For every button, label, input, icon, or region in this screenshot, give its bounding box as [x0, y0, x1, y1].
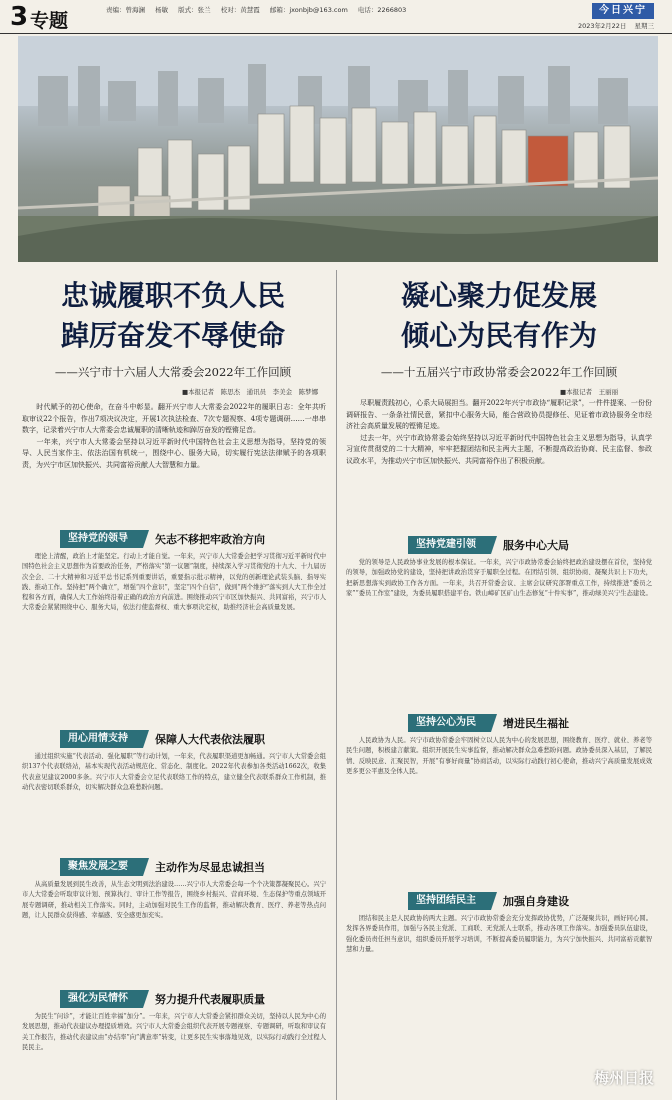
section-tag: 坚持团结民主	[408, 892, 488, 910]
section-title: 服务中心大局	[503, 539, 569, 552]
editorial-credits	[106, 5, 414, 14]
left-headline-line1: 忠诚履职不负人民	[60, 279, 285, 312]
right-section-1-banner	[408, 536, 569, 554]
city-aerial-photo	[18, 36, 658, 262]
right-headline	[344, 276, 654, 356]
right-lead: 尽职履责践初心，心系大局展担当。翻开2022年兴宁市政协“履职记录”，一件件提案、一份份调研报告、一条条社情民意，紧扣中心服务大局，能合营政协员提修任、见证着市政协服务全市经济社会高质量发展的铿锵足迹。 过去一年，兴宁市政协常委会始终坚持以习近平新时代中国特色社会主义思想为指导，认真学习宣传贯彻党的二十大精神，牢牢把握团结和民主两大主题，不断提高政治协商、民主监督、参政议政水平，为推动兴宁市区加快振兴、共同富裕作出了积极贡献。	[346, 399, 652, 465]
weekday: 星期三	[634, 22, 654, 30]
section-tag: 强化为民情怀	[60, 990, 140, 1008]
right-subhead: ——十五届兴宁市政协常委会2022年工作回顾	[380, 365, 618, 379]
body-text: 从高质量发展到民生改善，从生态文明到法治建设……兴宁市人大常委会每一个个决策都凝聚民心。兴宁市人大常委会听取审议计划、预算执行、审计工作等报告，围绕乡村振兴、营商环境、生态保护等重点领域开展专题调研，推动相关工作落实。同时，主动加强对民生工作的监督，推动解决教育、医疗、养老等热点问题，让人民群众获得感、幸福感、安全感更加充实。	[22, 881, 326, 919]
right-byline: ■本报记者 王丽丽	[560, 388, 619, 396]
section-title: 努力提升代表履职质量	[155, 993, 265, 1006]
body-text: 党的领导是人民政协事业发展的根本保证。一年来，兴宁市政协常委会始终把政治建设摆在首位，坚持党的领导，加强政协党的建设，坚持把讲政治贯穿于履职全过程。在团结引领、组织协商、凝聚共识上下功夫，把新思想落实到政协工作各方面。一年来，共召开常委会议、主席会议研究部署重点工作，持续推进“委员之家”“委员工作室”建设，为委员履职搭建平台。铁山嶂矿区矿山生态修复“十件实事”，推动绿美兴宁生态建设。	[346, 559, 652, 597]
section-tag: 坚持党建引领	[408, 536, 488, 554]
left-subhead: ——兴宁市十六届人大常委会2022年工作回顾	[54, 365, 292, 379]
right-headline-line2: 倾心为民有作为	[400, 319, 597, 352]
left-headline	[18, 276, 328, 356]
left-section-4-body	[22, 1012, 326, 1096]
phone: 电话：2266803	[357, 6, 407, 14]
right-headline-line1: 凝心聚力促发展	[400, 279, 597, 312]
left-section-2-banner	[60, 730, 265, 748]
right-section-3-body	[346, 914, 652, 1074]
left-section-2-body	[22, 752, 326, 852]
left-section-3-body	[22, 880, 326, 980]
page-number: 3	[10, 2, 29, 32]
issue-date	[572, 21, 654, 30]
proofreader: 杨敏	[155, 6, 169, 14]
section-tag: 用心用情支持	[60, 730, 140, 748]
section-tag: 坚持党的领导	[60, 530, 140, 548]
right-section-2-banner	[408, 714, 569, 732]
section-tag: 坚持公心为民	[408, 714, 488, 732]
left-section-1-banner	[60, 530, 265, 548]
body-text: 为民生“问诊”，才能让百姓幸福“加分”。一年来，兴宁市人大常委会紧扣群众关切，坚持以人民为中心的发展思想，推动代表建议办理提质增效。兴宁市人大常委会组织代表开展专题视察、专题调研，听取和审议有关工作报告，推动代表建议由“办结率”向“满意率”转变，让更多民生实事落地见效，以实际行动践行全过程人民民主。	[22, 1013, 326, 1051]
section-title: 专题	[30, 10, 69, 32]
date: 2023年2月22日	[577, 22, 627, 30]
page-header	[0, 0, 672, 34]
watermark: 梅州日报	[593, 1069, 654, 1087]
email: 邮箱：jxonbjb@163.com	[269, 6, 348, 14]
section-title: 矢志不移把牢政治方向	[155, 533, 265, 546]
right-section-1-body	[346, 558, 652, 708]
layout-credit: 版式：张兰	[178, 6, 211, 14]
body-text: 人民政协为人民。兴宁市政协常委会牢固树立以人民为中心的发展思想，围绕教育、医疗、就业、养老等民生问题，积极建言献策。组织开展民生实事监督，推动解决群众急难愁盼问题。政协委员深入基层，了解民情、反映民意、汇聚民智，开展“有事好商量”协商活动，以实际行动践行初心使命，推动兴宁高质量发展成效更多更公平惠及全体人民。	[346, 737, 652, 775]
left-section-3-banner	[60, 858, 265, 876]
column-divider	[336, 270, 337, 1100]
proofreader-2: 校对：黄慧霞	[220, 6, 260, 14]
left-section-4-banner	[60, 990, 265, 1008]
left-headline-line2: 踔厉奋发不辱使命	[60, 319, 285, 352]
right-section-2-body	[346, 736, 652, 886]
body-text: 通过组织实施“代表活动、强化履职”等行动计划，一年来，代表履职渠道更加畅通。兴宁市人大常委会组织137个代表联络站，基本实现代表活动规范化、常态化、制度化。2022年代表参加各类活动1662次，收集代表意见建议2000多条。兴宁市人大常委会立足代表联络工作的特点，建立健全代表联系群众工作机制，推动代表密切联系群众，切实解决群众急难愁盼问题。	[22, 753, 326, 791]
section-title: 主动作为尽显忠诚担当	[155, 861, 265, 874]
left-byline: ■本报记者 陈思杰 通讯员 李美金 陈梦娜	[182, 388, 319, 396]
section-title: 加强自身建设	[503, 895, 569, 908]
editor: 责编：曾海澜	[106, 6, 145, 14]
body-text: 团结和民主是人民政协的两大主题。兴宁市政协常委会充分发挥政协优势，广泛凝聚共识，画好同心圆。发挥各界委员作用，加强与各民主党派、工商联、无党派人士联系，推动各项工作落实。加强委员队伍建设，强化委员责任担当意识，组织委员开展学习培训，不断提高委员履职能力，为兴宁加快振兴、共同富裕贡献智慧和力量。	[346, 915, 652, 953]
right-section-3-banner	[408, 892, 569, 910]
body-text: 理论上清醒，政治上才能坚定。行动上才能自觉。一年来，兴宁市人大常委会把学习贯彻习近平新时代中国特色社会主义思想作为首要政治任务，严格落实“第一议题”制度，持续深入学习贯彻党的十九大、十九届历次全会、二十大精神和习近平总书记系列重要讲话，重要指示批示精神，以党的创新理论武装头脑、指导实践、推动工作。坚持把“两个确立”，增强“四个意识”，坚定“四个自信”，做到“两个维护”落实到人大工作全过程和各方面，确保人大工作始终沿着正确的政治方向前进。围绕推动兴宁市区加快振兴、共同富裕，兴宁市人大常委会紧紧围绕中心、服务大局，依法行使监督权、重大事项决定权，助推经济社会高质量发展。	[22, 553, 326, 612]
section-title: 增进民生福祉	[503, 717, 569, 730]
left-lead: 时代赋予的初心使命，在奋斗中彰显。翻开兴宁市人大常委会2022年的履职日志：全年共听取审议22个报告，作出7项决议决定，开展1次执法检查、7次专题视察、4项专题调研……一串串数字，记录着兴宁市人大常委会忠诚履职的清晰轨迹和踔厉奋发的铿锵足音。 一年来，兴宁市人大常委会坚持以习近平新时代中国特色社会主义思想为指导，坚持党的领导、人民当家作主、依法治国有机统一，围绕中心、服务大局，切实履行宪法法律赋予的各项职责，为兴宁市区加快振兴、共同富裕贡献人大智慧和力量。	[22, 403, 326, 469]
section-tag: 聚焦发展之要	[60, 858, 140, 876]
section-title: 保障人大代表依法履职	[155, 733, 265, 746]
left-section-1-body	[22, 552, 326, 722]
newspaper-logo: 今日兴宁	[592, 3, 654, 19]
